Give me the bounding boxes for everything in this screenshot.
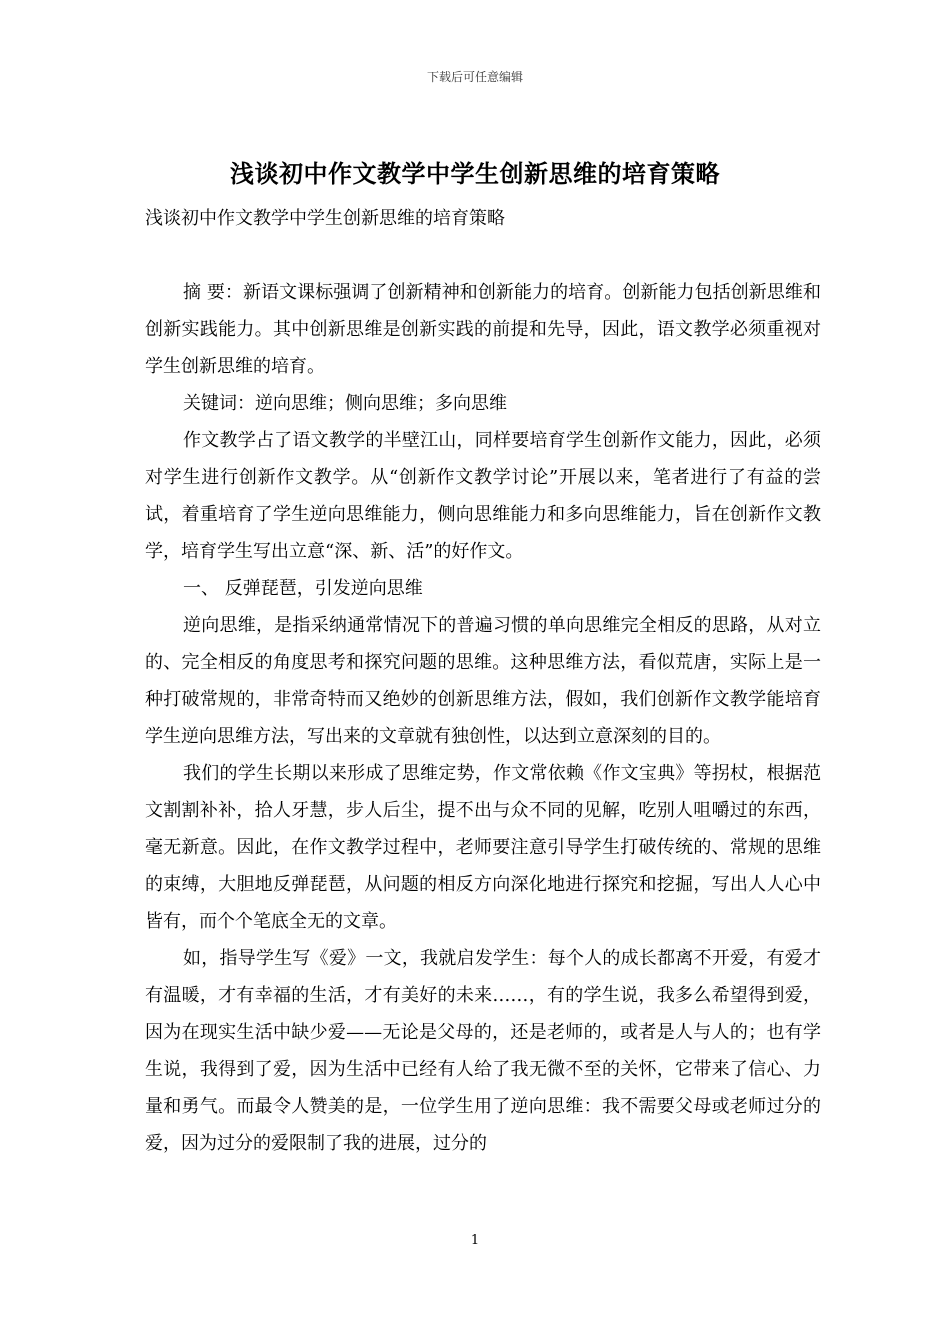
document-body xyxy=(145,200,821,1162)
section-heading: 一、 反弹琵琶，引发逆向思维 xyxy=(183,578,423,599)
body-paragraph: 如，指导学生写《爱》一文，我就启发学生：每个人的成长都离不开爱，有爱才有温暖，才有幸福的生活，才有美好的未来……，有的学生说，我多么希望得到爱，因为在现实生活中缺少爱——无论是父母的，还是老师的，或者是人与人的；也有学生说，我得到了爱，因为生活中已经有人给了我无微不至的关怀，它带来了信心、力量和勇气。而最令人赞美的是，一位学生用了逆向思维：我不需要父母或老师过分的爱，因为过分的爱限制了我的进展，过分的 xyxy=(145,948,821,1154)
header-note: 下载后可任意编辑 xyxy=(426,70,523,84)
body-paragraph: 逆向思维，是指采纳通常情况下的普遍习惯的单向思维完全相反的思路，从对立的、完全相反的角度思考和探究问题的思维。这种思维方法，看似荒唐，实际上是一种打破常规的，非常奇特而又绝妙的创新思维方法，假如，我们创新作文教学能培育学生逆向思维方法，写出来的文章就有独创性，以达到立意深刻的目的。 xyxy=(145,615,821,747)
abstract-paragraph: 摘 要：新语文课标强调了创新精神和创新能力的培育。创新能力包括创新思维和创新实践能力。其中创新思维是创新实践的前提和先导，因此，语文教学必须重视对学生创新思维的培育。 xyxy=(145,282,821,377)
document-title: 浅谈初中作文教学中学生创新思维的培育策略 xyxy=(230,159,720,188)
keywords-paragraph: 关键词：逆向思维；侧向思维；多向思维 xyxy=(183,393,507,414)
body-paragraph: 作文教学占了语文教学的半壁江山，同样要培育学生创新作文能力，因此，必须对学生进行创新作文教学。从“创新作文教学讨论”开展以来，笔者进行了有益的尝试，着重培育了学生逆向思维能力，侧向思维能力和多向思维能力，旨在创新作文教学，培育学生写出立意“深、新、活”的好作文。 xyxy=(145,430,821,562)
body-paragraph: 我们的学生长期以来形成了思维定势，作文常依赖《作文宝典》等拐杖，根据范文割割补补，拾人牙慧，步人后尘，提不出与众不同的见解，吃别人咀嚼过的东西，毫无新意。因此，在作文教学过程中，老师要注意引导学生打破传统的、常规的思维的束缚，大胆地反弹琵琶，从问题的相反方向深化地进行探究和挖掘，写出人人心中皆有，而个个笔底全无的文章。 xyxy=(145,763,821,932)
page-number: 1 xyxy=(470,1233,480,1248)
document-subtitle: 浅谈初中作文教学中学生创新思维的培育策略 xyxy=(145,208,505,229)
